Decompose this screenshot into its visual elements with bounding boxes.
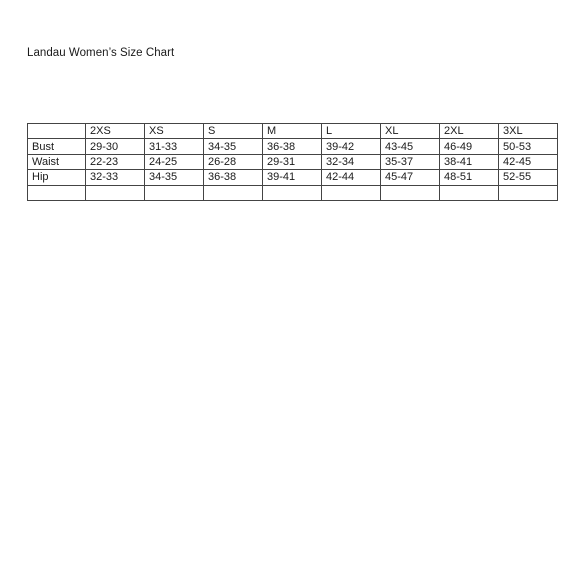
empty-cell	[204, 185, 263, 200]
table-cell: 24-25	[145, 154, 204, 169]
header-cell-s: S	[204, 124, 263, 139]
empty-cell	[499, 185, 558, 200]
header-cell-2xl: 2XL	[440, 124, 499, 139]
table-cell: 34-35	[145, 170, 204, 185]
table-cell: 39-41	[263, 170, 322, 185]
table-cell: 50-53	[499, 139, 558, 154]
table-cell: 31-33	[145, 139, 204, 154]
empty-cell	[145, 185, 204, 200]
table-cell: 29-31	[263, 154, 322, 169]
empty-cell	[263, 185, 322, 200]
table-cell: 36-38	[204, 170, 263, 185]
table-cell: 45-47	[381, 170, 440, 185]
empty-cell	[381, 185, 440, 200]
table-cell: 22-23	[86, 154, 145, 169]
page-title: Landau Women’s Size Chart	[27, 47, 175, 59]
table-cell: 48-51	[440, 170, 499, 185]
header-cell	[28, 124, 86, 139]
table-cell: 52-55	[499, 170, 558, 185]
empty-cell	[440, 185, 499, 200]
table-cell: 35-37	[381, 154, 440, 169]
table-cell: 32-33	[86, 170, 145, 185]
table-header-row	[28, 124, 558, 139]
table-cell: 36-38	[263, 139, 322, 154]
row-label-cell: Waist	[28, 154, 86, 169]
empty-cell	[28, 185, 86, 200]
header-cell-xl: XL	[381, 124, 440, 139]
table-cell: 26-28	[204, 154, 263, 169]
header-cell-2xs: 2XS	[86, 124, 145, 139]
table-cell: 39-42	[322, 139, 381, 154]
table-cell: 34-35	[204, 139, 263, 154]
table-cell: 29-30	[86, 139, 145, 154]
header-cell-m: M	[263, 124, 322, 139]
table-cell: 42-44	[322, 170, 381, 185]
header-cell-xs: XS	[145, 124, 204, 139]
row-label-cell: Hip	[28, 170, 86, 185]
table-row-hip	[28, 170, 558, 185]
header-cell-l: L	[322, 124, 381, 139]
table-cell: 46-49	[440, 139, 499, 154]
table-cell: 32-34	[322, 154, 381, 169]
empty-cell	[86, 185, 145, 200]
table-cell: 43-45	[381, 139, 440, 154]
table-row-empty	[28, 185, 558, 200]
table-row-bust	[28, 139, 558, 154]
row-label-cell: Bust	[28, 139, 86, 154]
table-row-waist	[28, 154, 558, 169]
empty-cell	[322, 185, 381, 200]
table-cell: 42-45	[499, 154, 558, 169]
size-chart-table	[27, 123, 558, 201]
table-cell: 38-41	[440, 154, 499, 169]
header-cell-3xl: 3XL	[499, 124, 558, 139]
